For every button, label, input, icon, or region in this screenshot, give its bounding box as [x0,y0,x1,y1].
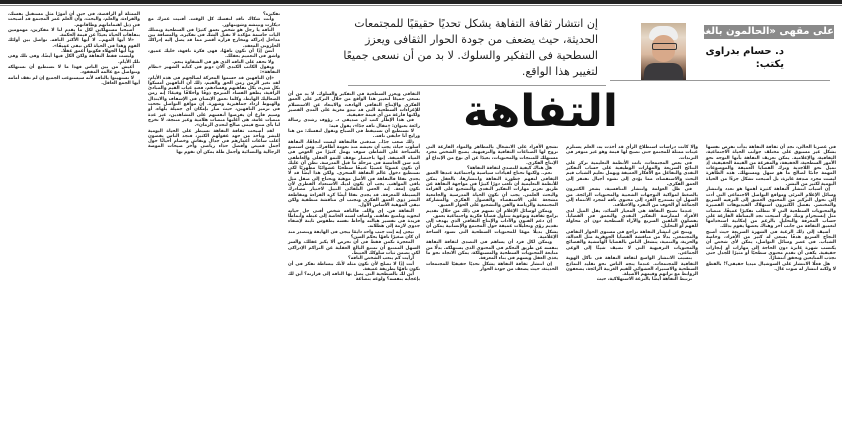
paragraph: تشجع الأفراد على الانشغال بالمظاهر والمواد الفارغة التى تروج لها الصناعات الثقافية والترفيهية. يصبح الشخص مجرد مستهلك للمنتجات والمحتويات، بعيدًا عن أى نوع من الإبداع أو الإنتاج الفكرى. [426,145,558,166]
paragraph: التافه يا رجل هو شخص تعمق كثيرًا فى السطحية ويمتلك اليات حاسمة مؤكدة لا تقبل الشك فى تفكيره. والمسافة بين مداخل إدراكه ومخارج قراره أقصر مما قد يصل إليه إدراكك الحلزونى المعقد. [148,27,280,49]
paragraph: إن انتشار ثقافة التفاهة يشكل تحديًا حقيقيًا للمجتمعات الحديثة، حيث يضعف من جودة الحوار [426,261,558,272]
article-column-6 [8,12,140,86]
paragraph: ويقول الكاتب الكندى آلان دونو فى كتابه الشهير «نظام التفاهة»: [148,64,280,76]
paragraph: فى بعض المجتمعات، باتت الأنظمة التعليمية تركز على النتائج السريعة والمهارات الوظيفية على حساب التفكير النقدى والتفاعل مع الأفكار العميقة ويهمل تعليم الشباب قيم البحث والاستقصاء، مما يؤدى إلى نشوء أجيال تفتقر إلى العمق الفكرى. [566,160,698,188]
paragraph: أنت إذًا لا تصلح لأن تكون مثله لأنك ببساطة تفكر فى أن تكون تافهًا بطريقة عميقة. [288,261,420,272]
paragraph: لا تستطيع أن تستيقظ فى الصباح وتقول لنفسك: من هنا ورايح أنا حابقى تافه.. [288,129,420,140]
paragraph: بتسبب الانتشار الواسع لثقافة التفاهة فى تآكل الهوية الثقافية للمجتمعات. عندما يتجه الناس نحو تقليد النماذج السطحية والاستيراد العشوائى للقيم الغربية الرائجة، يضعفون الروابط مع تراثهم وقيمهم الأصيلة. [566,256,698,278]
article-column-2 [566,145,698,283]
paragraph: وأنت شكاك ناقد لنفسك كل الوقت. أفنيت عمرك مع ديكارت ونيتشه وشوبنهاور. [148,17,280,28]
paragraph: أين لك بالسطحية التى يصل بها التافه إلى قرارته؟ أين لك بإعجابه بنفسه؟ ولوعه بتصاعة [288,272,420,283]
paragraph: ويا أيها الجهلاء فكونوا أعمق عقلًا. [61,49,134,55]
author-photo [641,23,686,80]
author-photo-glasses [652,43,677,50]
page-top-thin-rule [0,5,842,6]
paragraph: أنسَ إذًا أن تكون تافهًا، فهى فكرة تافهة، خليك عميق، واشق فى التعميم بعقلك. [148,49,280,60]
paragraph: أضيف إلى ذلك الرغبة فى الشهرة السريعة حيث أصبح النجاح السريع هدفًا يسعى له كثير من الأفراد، وخاصة الشباب. فى عصر وسائل التواصل، يمكن لأى شخص أن يكتسب شهرة عابرة دون الحاجة إلى مهارات أو إنجازات حقيقية. يكفى أن تقدم محتوى سطحيًا أو مثيرًا للجدل حتى تجذب المتابعين وتحقق انتشارًا. [706,229,836,262]
paragraph: ترتبط التفاهة أيضًا بالنزعة الاستهلاكية، حيث [596,277,692,283]
paragraph: ذلك صعب جدًا.. صدقنى فالتفاهة ليست اتجاهًا، التفاهة أسلوب حياة، يجب أن تعيشه منذ نعومة أظافرك. ومن استمتع بالسباحة على الشاطئ سوف يهمل كثيرًا من الغوص فى المياه العميقة. إنها باختصار توقف للنمو العقلى والعاطفى عند سن الخامسة فى مرحلة ما قبل المدرسة. تظن أن عليك أن تكون غضوبًا عصبيًا عنيفًا سطحيًا عشوائيًا مظهريًا لكى تستطيع دخول عالم التفاهة السحرى. ولكن هذا أيضًا قد لا يجدى نفعًا فالتفاهة فى الأصل موهبة وتحتاج إلى صقل مثل باقى المواهب. يجب أن يكون لديك الاستعداد الفطرى لأن تكون إمعة. إنه الحس التلقائى النبيل لاختيار مصادرك البسيطة للمعرفة. قد يجدى نفعًا أيضًا كره القراءة ومقاطعة البشر ذوى العمق الفكرى وتجنب أى مناقشة منطقية ولكن تبقى الموهبة الأساس الأول. [288,139,420,209]
paragraph: عندما تصبح التفاهة هى المعيار السائد، يقل الميل لدى الأفراد لممارسة التفكير النقدى والتعمق فى القضايا. يفضلون التلقين السريع والآراء السطحية دون أى محاولة للفهم أو التحليل. [566,208,698,230]
paragraph: الممثلة أو الراقصة، فى حين أن أمورًا مثل مستقبل نفسك، والقراءة، والعلم، والبحث، وأن العلم عمر المجتمع قد أصبحت فى ذيل اهتماماتهم وطاقاتهم. [8,12,140,28]
paragraph: «لا أيها المهم.. لا أيها الأكثر التافه. تواصل بين أولئك القوم وهذا فى الحياة لكى تبقى عميقًا». [8,38,140,49]
paragraph: ولا تحقد على التافه الذى هو فى الشقاوة ينعم. [172,59,274,65]
article-headline: التفاهة [463,86,618,137]
author-role: يكتب: [755,59,784,70]
paragraph: المعجزة تكمن فقط فى أن تحرص ألا يكبر عقلك، والسر السهل الممتنع أن تمتنع البالغ العقلية عن التراكم الإدراكى لكى تضمن ثبات سلوكك العبيط. [288,240,420,256]
header-divider [610,80,830,81]
paragraph: لقد أصبحت ثقافة التفاهة تسيطر على الحياة اليومية للبشر وتأخذ من جهد عقولهم الكثير، فتجد الناس يقضون أغلب ساعات أعمارهم فى جدال ونقاش وخصام أحيانًا حول أجمل قميص وأفضل حذاء رياضى وآخر صيحات الموضة الرجالية والنسائية وأجمل طلة يمكن أن تقوم بها [148,128,280,155]
author-photo-body [644,63,683,80]
paragraph: إن أسباب انتشار التفاهة كثيرة أهمها هو تعدد وانتشار وسائل الإعلام المرئى ومواقع التواصل الاجتماعى التى أدت إلى تحول التركيز من المحتوى العميق إلى الترفيه السريع والمختصر. بفضل الكثيرون استهلاك الفيديوهات القصيرة والمحتويات السطحية التى لا تتطلب تفكيرًا عميقًا. منصات مثل إنستجرام وتيك توك أصبحت تجد البساطة الفارغة على حساب المعرفة والتحليل بالرغم من إمكانية استخدامها لتعميق الثقافة من جانب آخر وهناك بعضها يقوم بذلك. [706,187,836,230]
article-column-4 [288,92,420,283]
paragraph: وينتج عن انتشار التفاهة تراجع فى مستوى الحوار الثقافى والمجتمعى. بدلًا من مناقشة القضايا الجوهرية مثل العدالة، والحرية، والتنمية، ينشغل الناس بالقضايا الهامشية والفضائح والمحتويات الترفيهية التى لا تضيف شيئًا إلى الوعى الجماعى. [566,229,698,256]
page-top-rule [0,0,842,4]
paragraph: الثقافى ويعزز السطحية فى التفكير والسلوك. لا بد من أن نسعى جميعًا لتغيير هذا الواقع من خلال التركيز على العمق الفكرى والإنتاج الثقافى الهادف، والابتعاد عن الاستسلام للإغراءات السطحية التى قد تبدو مغرية على المدى القصير ولكنها فارغة من أى قيمة حقيقية. [288,92,420,119]
paragraph: نعم.. ولكنها تحتاج لقيادات سياسية واجتماعية عندها العمق الثقافى لتفهم خطورة التفاهة وانتشارها، بالعقل يمكن للأنظمة التعليمية أن تلعب دورًا كبيرًا فى مواجهة التفاهة عن طريق تعزيز مهارات التفكير النقدى والتشجيع على القراءة والبحث العلمى. يجب أن تكون الحياة المدرسية والجامعية مشجعة على الاستقصاء والفضول الفكرى والمشاركة المجتمعية والرياضة والفن والتشجيع على الحوار العميق. [426,171,558,209]
paragraph: أعيش من بين الناس فهذا ما لا نستطيع أن نستهلكه ونتواصل مع عالمه المفقود. [8,64,140,76]
paragraph: وإلا كانت دراسات استطلاع الرأى قد أخذت به، العلم يستلزم عينات ممثلة للمجتمع حتى تصبح لها قيمة وهو غير متوفر فى الترندات. [566,145,698,161]
article-column-3 [426,145,558,272]
paragraph: إن دعم الفنون والآداب والإنتاج الثقافى الذى يهدف إلى تقديم رؤى وتحليلات عميقة حول المجتمع والإنسانية يمكن أن يشكل بديلًا مهمًا للمحتويات السطحية التى تسود الساحة الإعلامية. [426,219,558,241]
paragraph: فى هذا الإطار كتب لى صديقى د. رؤوف رشدى رسالة رائعة بعنوان: «مقال تافه جدًا»، يقول فيه: [288,118,420,129]
paragraph: التفاهة فن. إى والله. فالتافه شخص أفنى جل حياته لتجويد وتلميع تفاهته. وأضاف لسته الخاصة إلى عبطه وأنماطًا فريدة فى تفسير هبالته وأحاط نفسه بطقوس ثابتة لإضفاء جدوى لازمة إلى هطلانه. [288,208,420,230]
paragraph: أصبحنا مستهلكين لكل ما يقدم لنا لا مفكرين، مهمومين بتفاهات الحياة بعيدًا عن قيمة الحكمة. [8,27,140,39]
byline [704,45,784,71]
paragraph: تيجى إيه إنت جنب واحد دايمًا بيجى فى الهايفة ويتصدر منذ أن كان صغيرًا تافهًا بحكم السن؟ [288,229,420,241]
paragraph: فى ظل العولمة وانتشار التنافسية، يشعر الكثيرون بالضغط لمواكبة التوجهات الشعبية والمحتويات الرائجة. من السهل أن يستدرج الفرد إلى محتوى تافه لمجرد الانتماء إلى الجماعة أو الخوف من التفرد والاختلاف. [566,187,698,209]
series-tag: على مقهى «الحالمون بالغد» [693,26,834,37]
paragraph: وليست فقط التفاهة ولكن الكل فيها أيضًا، وفى تلك وفى تلك الأيام. [8,54,140,65]
paragraph: هل فعلًا الانتشار على السوشيال ميديا حقيقى؟! بالقطع لا ولكنه انتشار له صوت عال. [706,261,836,272]
article-column-1 [706,145,836,272]
paragraph: أرأيت كم يتعب الشخص التافه؟ [348,256,414,262]
paragraph: ويمكن لكل فرد أن يساهم فى التصدى لثقافة التفاهة بنفسه عن طريق التحكم فى المحتوى الذى يستهلكه. بدلًا من متابعة المحتويات السطحية والمستهلكة، يمكن الاتجاه نحو ما يغذى العقل ويسهم فى بناء المعرفة. [426,240,558,262]
paragraph: ويمكن لوسائل الإعلام أن تسهم فى ذلك من خلال تقديم برامج ثقافية وتوعوية تتناول قضايا فكرية واجتماعية بعمق. [426,208,558,219]
paragraph: تفكيره؟ [262,12,280,17]
author-name: د. حسام بدراوى [705,46,784,57]
paragraph: هل هناك كيفية للتصدى لثقافة التفاهة؟ [467,166,552,172]
article-column-5 [148,12,280,155]
paragraph: «إن التافهين قد حسموا المعركة لصالحهم فى هذه الأيام، لقد تغير الزمن زمن الحق والقيم، ذلك أن التافهين أمسكوا بكل شىء، بكل تفاهتهم وفسادهم، فعند غياب القيم والمبادئ الراقية، يطفو الفساد المبرمج ذوقًا وأخلاقًا وقيمًا؛ إنه زمن الصعاليك الهابط، وكلما تعمق الإنسان فى الإسفاف والابتذال والهبوط ازداد جماهيرية وشهرة. إن مواقع التواصل نجحت فى ترميز التافهين، حيث صار بإمكان أى جميلة بلهاء، أو وسيم فارغ أن يفرضوا أنفسهم على المشاهدين، عبر عدة منصات عامة، هى أغلبها منصات هلامية وغير منتجة، لا تخرج لنا بأى منتج قيمى صالح لتحدى الزمان». [148,75,280,129]
paragraph: لا تستهينوا بالتافه لأنه سيستوعب الجميع إن لم تقف أمامه أيها الجمع العاقل. [8,75,140,86]
article-deck: إن انتشار ثقافة التفاهة يشكل تحديًا حقيقيًا للمجتمعات الحديثة، حيث يضعف من جودة الحوار الثقافى ويعزز السطحية فى التفكير والسلوك. لا بد من أن نسعى جميعًا لتغيير هذا الواقع. [343,17,598,78]
paragraph: فى عصرنا الحالى، نجد أن ثقافة التفاهة بدأت تفرض نفسها بشكل غير مسبوق على مختلف جوانب الحياة الاجتماعية، الثقافية، والإعلامية. يمكن تعريف التفاهة بأنها التوجه نحو الأمور السطحية، الخفيفة، والمفرغة من القيمة الحقيقية، إذ تميل نحو اللاجدية وترك القضايا العميقة والموضوعات المهمة جانبًا لصالح ما هو سهل ومستهلك. هذه الظاهرة ليست مجرد صدفة عابرة، بل أصبحت تشكل جزءًا من الحياة اليومية لكثير من البشر. [706,145,836,188]
